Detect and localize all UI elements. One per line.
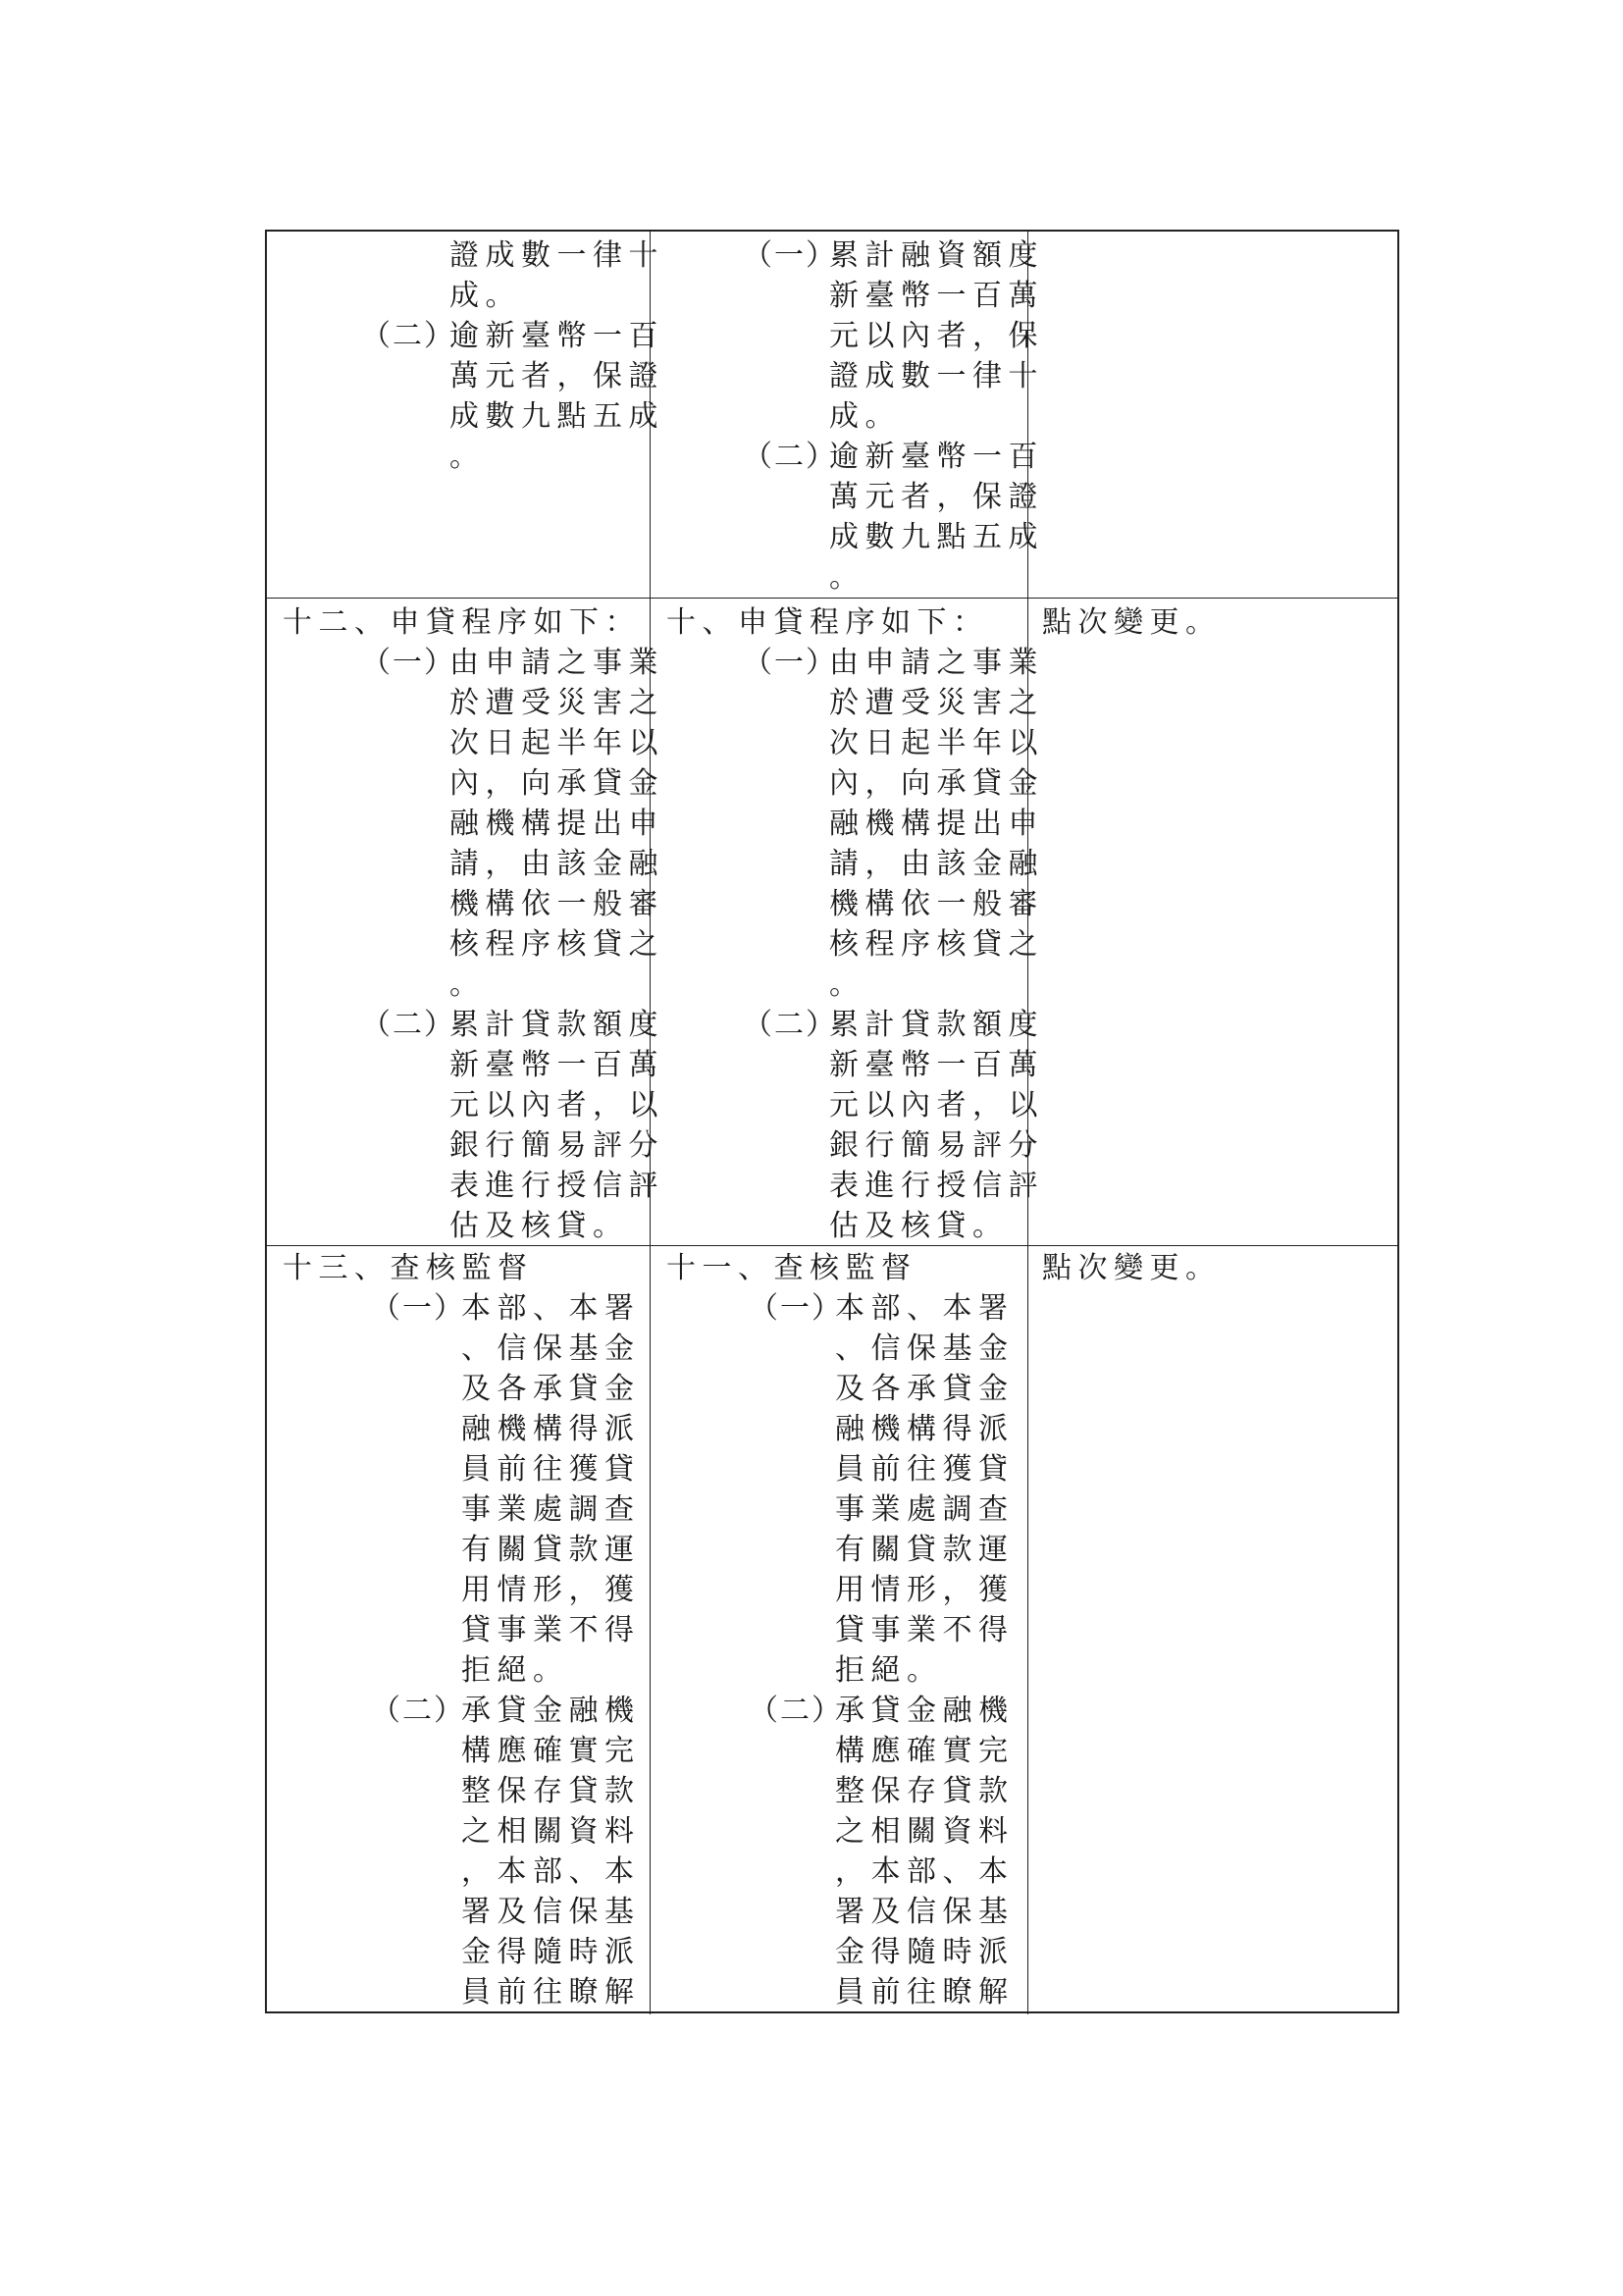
text-line: 次日起半年以 <box>829 726 1044 760</box>
text-line: 機構依一般審 <box>449 887 664 921</box>
item-number: （二） <box>361 1008 455 1042</box>
text-line: 融機構提出申 <box>829 807 1044 841</box>
amended-provision-cell <box>267 599 664 1246</box>
text-line: 用情形，獲 <box>461 1573 641 1607</box>
text-line: 新臺幣一百萬 <box>829 279 1044 313</box>
text-line: 、信保基金 <box>461 1331 641 1366</box>
text-line: 貸事業不得 <box>461 1613 641 1647</box>
text-line: 構應確實完 <box>461 1734 641 1768</box>
item-number: （二） <box>749 1694 843 1728</box>
text-line: 內，向承貸金 <box>829 766 1044 801</box>
section-heading: 十、申貸程序如下： <box>666 605 989 640</box>
text-line: 貸事業不得 <box>835 1613 1015 1647</box>
text-line: 請，由該金融 <box>449 847 664 881</box>
text-line: 次日起半年以 <box>449 726 664 760</box>
text-line: 。 <box>449 967 486 1002</box>
text-line: 本部、本署 <box>835 1291 1015 1326</box>
explanation-text: 點次變更。 <box>1042 1251 1222 1285</box>
text-line: 銀行簡易評分 <box>449 1128 664 1163</box>
text-line: 內，向承貸金 <box>449 766 664 801</box>
text-line: 用情形，獲 <box>835 1573 1015 1607</box>
text-line: 逾新臺幣一百 <box>829 440 1044 474</box>
current-provision-cell <box>651 232 1044 598</box>
item-number: （一） <box>743 238 837 273</box>
text-line: 於遭受災害之 <box>449 686 664 720</box>
text-line: 證成數一律十 <box>449 238 664 273</box>
current-provision-cell <box>651 599 1044 1246</box>
text-line: 銀行簡易評分 <box>829 1128 1044 1163</box>
item-number: （一） <box>371 1291 465 1326</box>
text-line: 表進行授信評 <box>829 1169 1044 1203</box>
text-line: 之相關資料 <box>835 1814 1015 1849</box>
text-line: 元以內者，保 <box>829 319 1044 353</box>
text-line: 金得隨時派 <box>835 1935 1015 1969</box>
text-line: 請，由該金融 <box>829 847 1044 881</box>
text-line: 表進行授信評 <box>449 1169 664 1203</box>
current-provision-cell <box>651 1246 1028 2014</box>
explanation-cell <box>1028 232 1399 598</box>
text-line: 由申請之事業 <box>829 646 1044 680</box>
text-line: 整保存貸款 <box>461 1774 641 1808</box>
text-line: 拒絕。 <box>835 1653 943 1688</box>
text-line: 事業處調查 <box>835 1492 1015 1527</box>
item-number: （二） <box>743 440 837 474</box>
text-line: ，本部、本 <box>835 1854 1015 1889</box>
item-number: （二） <box>371 1694 465 1728</box>
text-line: 員前往獲貸 <box>835 1452 1015 1487</box>
text-line: 、信保基金 <box>835 1331 1015 1366</box>
text-line: 累計融資額度 <box>829 238 1044 273</box>
explanation-text: 點次變更。 <box>1042 605 1222 640</box>
text-line: 之相關資料 <box>461 1814 641 1849</box>
text-line: 構應確實完 <box>835 1734 1015 1768</box>
text-line: 估及核貸。 <box>829 1209 1009 1243</box>
text-line: 核程序核貸之 <box>829 927 1044 962</box>
amendment-comparison-table <box>265 230 1399 2013</box>
text-line: 。 <box>829 967 865 1002</box>
text-line: 。 <box>829 560 865 595</box>
text-line: 承貸金融機 <box>461 1694 641 1728</box>
section-heading: 十三、查核監督 <box>283 1251 534 1285</box>
text-line: 融機構得派 <box>461 1412 641 1446</box>
text-line: 成數九點五成 <box>449 399 664 434</box>
text-line: 事業處調查 <box>461 1492 641 1527</box>
text-line: 本部、本署 <box>461 1291 641 1326</box>
text-line: 新臺幣一百萬 <box>829 1048 1044 1082</box>
text-line: 估及核貸。 <box>449 1209 629 1243</box>
text-line: 員前往獲貸 <box>461 1452 641 1487</box>
text-line: 融機構提出申 <box>449 807 664 841</box>
table-row <box>267 232 1397 598</box>
text-line: 累計貸款額度 <box>829 1008 1044 1042</box>
text-line: ，本部、本 <box>461 1854 641 1889</box>
table-row <box>267 1245 1397 2014</box>
text-line: 署及信保基 <box>461 1895 641 1929</box>
item-number: （一） <box>749 1291 843 1326</box>
text-line: 證成數一律十 <box>829 359 1044 393</box>
section-heading: 十一、查核監督 <box>666 1251 917 1285</box>
amended-provision-cell <box>267 232 664 598</box>
text-line: 員前往瞭解 <box>835 1975 1015 2009</box>
text-line: 成。 <box>829 399 901 434</box>
text-line: 及各承貸金 <box>835 1372 1015 1406</box>
text-line: 於遭受災害之 <box>829 686 1044 720</box>
section-heading: 十二、申貸程序如下： <box>283 605 641 640</box>
item-number: （二） <box>361 319 455 353</box>
text-line: 融機構得派 <box>835 1412 1015 1446</box>
text-line: 金得隨時派 <box>461 1935 641 1969</box>
item-number: （一） <box>743 646 837 680</box>
item-number: （二） <box>743 1008 837 1042</box>
text-line: 整保存貸款 <box>835 1774 1015 1808</box>
text-line: 機構依一般審 <box>829 887 1044 921</box>
text-line: 新臺幣一百萬 <box>449 1048 664 1082</box>
text-line: 承貸金融機 <box>835 1694 1015 1728</box>
table-row <box>267 598 1397 1246</box>
text-line: 由申請之事業 <box>449 646 664 680</box>
text-line: 有關貸款運 <box>835 1533 1015 1567</box>
text-line: 拒絕。 <box>461 1653 569 1688</box>
text-line: 萬元者，保證 <box>829 480 1044 514</box>
text-line: 成。 <box>449 279 521 313</box>
amended-provision-cell <box>267 1246 651 2014</box>
text-line: 元以內者，以 <box>449 1088 664 1122</box>
text-line: 及各承貸金 <box>461 1372 641 1406</box>
item-number: （一） <box>361 646 455 680</box>
text-line: 署及信保基 <box>835 1895 1015 1929</box>
text-line: 萬元者，保證 <box>449 359 664 393</box>
text-line: 逾新臺幣一百 <box>449 319 664 353</box>
text-line: 核程序核貸之 <box>449 927 664 962</box>
text-line: 員前往瞭解 <box>461 1975 641 2009</box>
explanation-cell <box>1028 599 1399 1246</box>
text-line: 成數九點五成 <box>829 520 1044 554</box>
explanation-cell <box>1028 1246 1399 2014</box>
text-line: 元以內者，以 <box>829 1088 1044 1122</box>
text-line: 。 <box>449 440 486 474</box>
text-line: 累計貸款額度 <box>449 1008 664 1042</box>
text-line: 有關貸款運 <box>461 1533 641 1567</box>
